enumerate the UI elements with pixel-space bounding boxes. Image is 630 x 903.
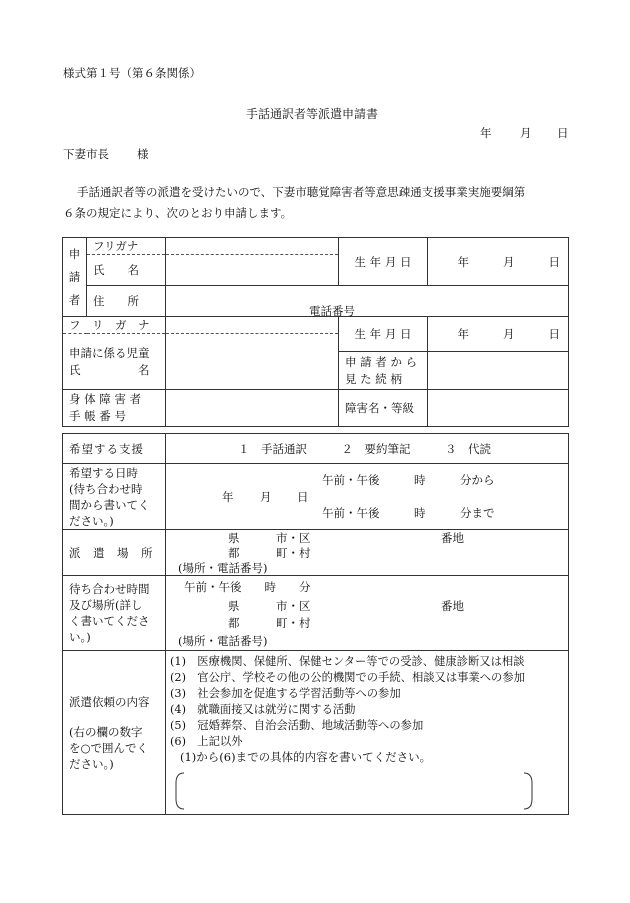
content-item-1[interactable]: (1) 医療機関、保健所、保健センター等での受診、健康診断又は相談 — [170, 655, 525, 668]
place-value[interactable] — [166, 530, 569, 576]
address-value[interactable] — [166, 286, 569, 317]
child-name-value[interactable] — [166, 334, 339, 390]
applicant-table — [62, 237, 569, 427]
datetime-value[interactable] — [166, 464, 569, 530]
birthdate-value[interactable] — [428, 238, 569, 286]
request-table — [62, 433, 569, 815]
date-month-label: 月 — [520, 126, 532, 140]
child-birthdate-label: 生 年 月 日 — [339, 317, 428, 352]
place-label: 派 遣 場 所 — [63, 530, 166, 576]
disability-label: 障害名・等級 — [339, 390, 428, 427]
relation-label: 申 請 者 か ら 見 た 続 柄 — [339, 352, 428, 390]
place-phone: (場所・電話番号) — [178, 561, 268, 575]
form-number: 様式第１号（第６条関係） — [63, 66, 201, 80]
place-prefecture: 県 — [228, 531, 240, 545]
child-furigana-label: フ リ ガ ナ — [63, 317, 166, 334]
applicant-char-1: 申 — [68, 247, 81, 261]
dt-day: 日 — [297, 490, 309, 504]
birthdate-label: 生 年 月 日 — [339, 238, 428, 286]
child-birth-year: 年 — [457, 327, 469, 341]
content-item-5[interactable]: (5) 冠婚葬祭、自治会活動、地域活動等への参加 — [170, 719, 424, 732]
content-item-2[interactable]: (2) 官公庁、学校その他の公的機関での手続、相談又は事業への参加 — [170, 671, 525, 684]
handbook-label: 身 体 障 害 者 手 帳 番 号 — [63, 390, 166, 427]
meet-city: 市・区 — [276, 599, 311, 613]
content-value[interactable] — [166, 651, 569, 815]
meet-time: 午前・午後 時 分 — [184, 580, 311, 594]
relation-value[interactable] — [428, 352, 569, 390]
child-birth-day: 日 — [548, 327, 560, 341]
detail-bracket — [174, 771, 534, 811]
meet-phone: (場所・電話番号) — [178, 634, 268, 648]
child-birthdate-value[interactable] — [428, 317, 569, 352]
place-town: 町・村 — [276, 546, 311, 560]
date-year-label: 年 — [480, 126, 492, 140]
addressee: 下妻市長 — [63, 147, 109, 161]
address-label: 住 所 — [87, 286, 166, 317]
intro-line-2: ６条の規定により、次のとおり申請します。 — [63, 206, 293, 220]
document-title: 手話通訳者等派遣申請書 — [246, 107, 379, 121]
child-birth-month: 月 — [503, 327, 515, 341]
place-to: 都 — [228, 546, 240, 560]
dt-from: 午前・午後 時 分から — [322, 473, 495, 487]
place-banchi: 番地 — [441, 531, 464, 545]
support-options[interactable]: １ 手話通訳 ２ 要約筆記 ３ 代読 — [166, 434, 569, 464]
phone-label: 電話番号 — [309, 304, 355, 318]
meet-prefecture: 県 — [228, 599, 240, 613]
support-label: 希望する支援 — [63, 434, 166, 464]
place-city: 市・区 — [276, 531, 311, 545]
dt-year: 年 — [222, 490, 234, 504]
furigana-value[interactable] — [166, 238, 339, 255]
dt-to: 午前・午後 時 分まで — [322, 506, 495, 520]
applicant-char-3: 者 — [68, 293, 81, 307]
meet-label: 待ち合わせ時間 及び場所(詳し く書いてくださ い。) — [63, 576, 166, 651]
child-name-label: 申請に係る児童 氏 名 — [63, 334, 166, 390]
detail-note: (1)から(6)までの具体的内容を書いてください。 — [180, 750, 432, 764]
meet-to: 都 — [228, 616, 240, 630]
name-label: 氏 名 — [87, 255, 166, 286]
disability-value[interactable] — [428, 390, 569, 427]
content-label: 派遣依頼の内容 (右の欄の数字 を○で囲んでく ださい。) — [63, 651, 166, 815]
applicant-char-2: 請 — [68, 270, 81, 284]
date-day-label: 日 — [557, 126, 569, 140]
birth-day: 日 — [548, 254, 560, 269]
intro-line-1: 手話通訳者等の派遣を受けたいので、下妻市聴覚障害者等意思疎通支援事業実施要綱第 — [77, 185, 526, 199]
datetime-label: 希望する日時 (待ち合わせ時 間から書いてく ださい。) — [63, 464, 166, 530]
handbook-value[interactable] — [166, 390, 339, 427]
content-item-4[interactable]: (4) 就職面接又は就労に関する活動 — [170, 703, 356, 716]
child-furigana-value[interactable] — [166, 317, 339, 334]
meet-town: 町・村 — [276, 616, 311, 630]
content-item-6[interactable]: (6) 上記以外 — [170, 735, 243, 748]
meet-value[interactable] — [166, 576, 569, 651]
meet-banchi: 番地 — [441, 599, 464, 613]
birth-month: 月 — [503, 254, 515, 269]
honorific: 様 — [137, 147, 149, 161]
dt-month: 月 — [260, 490, 272, 504]
birth-year: 年 — [457, 254, 469, 269]
name-value[interactable] — [166, 255, 339, 286]
applicant-label-cell — [63, 238, 87, 317]
furigana-label: フリガナ — [87, 238, 166, 255]
content-item-3[interactable]: (3) 社会参加を促進する学習活動等への参加 — [170, 687, 401, 700]
